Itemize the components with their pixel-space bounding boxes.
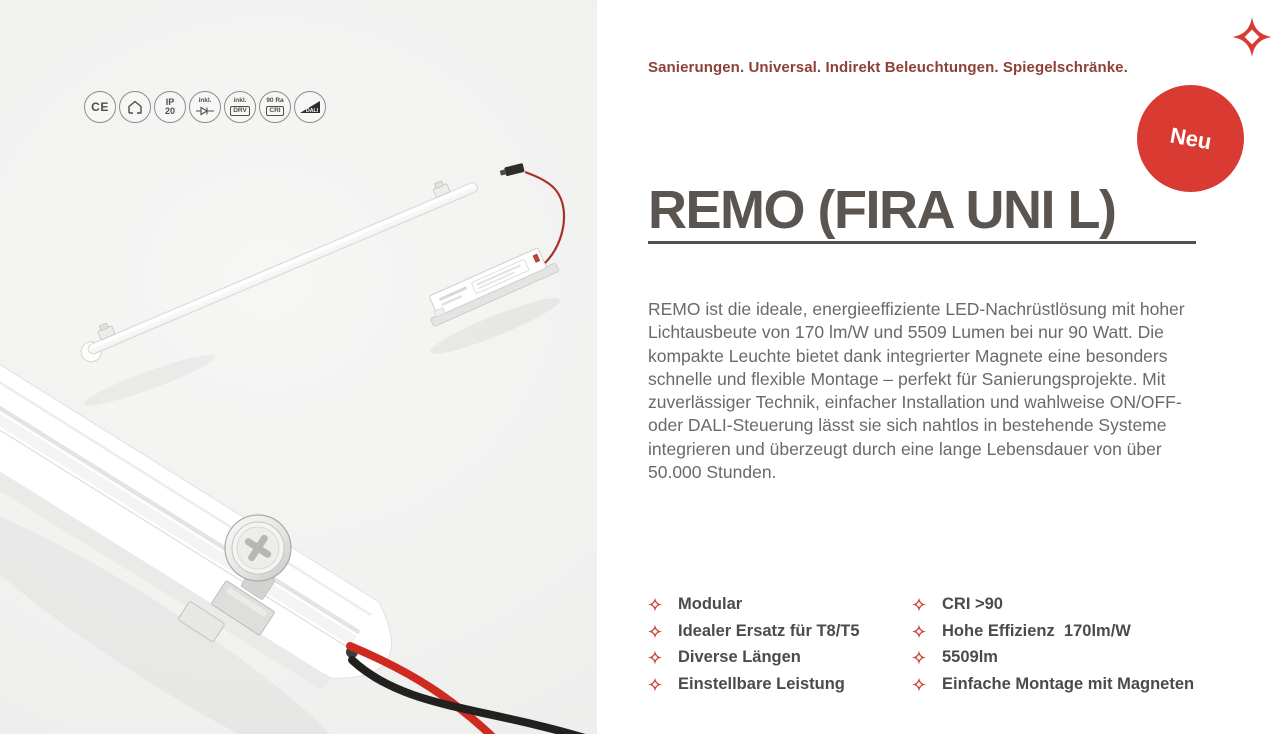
content-panel [597,0,1280,734]
ip-label: IP [165,97,175,107]
sparkle-bullet-icon [648,650,662,665]
feature-label: Hohe Effizienz 170lm/W [942,621,1131,640]
sparkle-bullet-icon [912,677,926,692]
product-description: REMO ist die ideale, energieeffiziente LED-Nachrüstlösung mit hoher Lichtausbeute von 170 lm/W und 5509 Lumen bei nur 90 Watt. Die kompakte Leuchte bietet dank integrierter Magnete eine besonders schnelle und flexible Montage – perfekt für Sanierungsprojekte. Mit zuverlässiger Technik, einfacher Installation und wahlweise ON/OFF- oder DALI-Steuerung lässt sie sich nahtlos in bestehende Systeme integrieren und überzeugt durch eine lange Lebensdauer von über 50.000 Stunden. [648,299,1185,483]
dali-badge [294,91,326,123]
ip-value: 20 [164,106,175,116]
page-title: REMO (FIRA UNI L) [648,180,1116,240]
inkl-drv-badge [224,91,256,123]
sparkle-bullet-icon [648,597,662,612]
feature-label: Idealer Ersatz für T8/T5 [678,621,860,640]
feature-item [648,623,903,640]
drv-label: DRV [230,106,250,117]
feature-item [648,649,903,666]
feature-item [912,676,1212,693]
photo-panel [0,0,597,734]
shadow [81,348,219,413]
feature-list-left [648,596,903,702]
new-badge-label: Neu [1167,122,1214,154]
feature-label: Diverse Längen [678,648,801,667]
brand-sparkle-logo [1232,14,1272,60]
sparkle-bullet-icon [912,597,926,612]
feature-label: 5509lm [942,648,998,667]
svg-text:DALI: DALI [306,107,319,114]
feature-item [648,676,903,693]
new-badge [1137,85,1244,192]
feature-item [912,596,1212,613]
cri-badge [259,91,291,123]
ce-badge [84,91,116,123]
closeup-photo [0,337,585,734]
feature-item [648,596,903,613]
ip20-badge [154,91,186,123]
certification-badges [84,91,326,123]
feature-label: Einfache Montage mit Magneten [942,675,1195,694]
feature-label: Modular [678,595,743,614]
feature-label: Einstellbare Leistung [678,675,845,694]
title-underline [648,241,1196,244]
indoor-use-badge [119,91,151,123]
cri-label: CRI [266,106,283,117]
sparkle-bullet-icon [912,650,926,665]
dimming-triangle-icon [298,99,322,116]
house-icon [126,99,144,115]
feature-label: CRI >90 [942,595,1003,614]
feature-list-right [912,596,1212,702]
led-diode-icon [195,106,215,116]
red-wire [350,646,496,734]
inkl-led-label: inkl. [198,97,212,105]
black-wire [352,660,585,734]
ce-label: CE [91,100,109,114]
sparkle-bullet-icon [648,677,662,692]
category-eyebrow: Sanierungen. Universal. Indirekt Beleuchtungen. Spiegelschränke. [648,59,1128,76]
inkl-drv-label: inkl. [233,97,247,104]
driver-wire [525,172,564,263]
feature-item [912,623,1212,640]
led-batten-photo [74,169,482,365]
feature-item [912,649,1212,666]
inkl-led-badge [189,91,221,123]
sparkle-bullet-icon [648,624,662,639]
cri-value: 90 Ra [266,97,284,104]
sparkle-bullet-icon [912,624,926,639]
